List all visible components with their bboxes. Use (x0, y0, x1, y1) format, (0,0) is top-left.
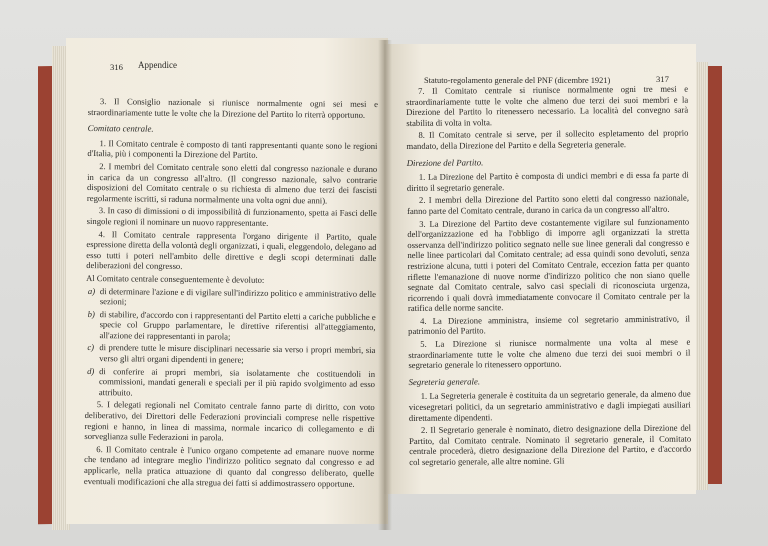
paragraph: 4. Il Comitato centrale rappresenta l'organo dirigente il Partito, quale espressione diretta della volontà degli organizzati, i quali, eleggendolo, delegano ad esso tutti i poteri nell'ambito delle direttive e degli scopi determinati dalle deliberazioni del congresso. (86, 228, 377, 272)
paragraph: 3. La Direzione del Partito deve costantemente vigilare sul funzionamento dell'organizzazione ed ha l'obbligo di imporre agli organizzati la stretta osservanza dell'indirizzo politico segnato nelle sue linee generali dal congresso e nelle linee particolari dal Comitato centrale; ad essa quindi sono devoluti, senza restrizione alcuna, tutti i poteri del Comitato Centrale, eccezion fatta per quanto riflette l'emanazione di nuove norme d'indirizzo politico che non siano quelle segnate dal Comitato centrale, salvo casi speciali di riconosciuta urgenza, ricorrendo i quali dovrà immediatamente convocare il Comitato centrale per la ratifica delle norme sancite. (407, 216, 690, 314)
right-page-number: 317 (656, 74, 669, 84)
item-label: c) (87, 342, 95, 353)
list-item (85, 309, 375, 344)
right-running-head: Statuto-regolamento generale del PNF (dicembre 1921) (424, 76, 611, 85)
section-title: Segreteria generale. (408, 376, 481, 387)
paragraph: 1. La Segreteria generale è costituita da un segretario generale, da almeno due vicesegretari politici, da un segretario amministrativo e dagli impiegati ausiliari direttamente dipendenti. (408, 388, 691, 423)
item-text: di stabilire, d'accordo con i rappresentanti del Partito eletti a cariche pubbliche e specie col Gruppo parlamentare, le direttive riferentisi all'atteggiamento, all'azione dei rappresentanti in parola; (99, 308, 376, 342)
paragraph: 1. Il Comitato centrale è composto di tanti rappresentanti quante sono le regioni d'Italia, più i componenti la Direzione del Partito. (87, 137, 378, 161)
left-running-head: Appendice (138, 60, 177, 70)
right-page (384, 44, 696, 494)
list-item (85, 366, 375, 401)
paragraph: 5. I delegati regionali nel Comitato centrale fanno parte di diritto, con voto deliberativo, dei Direttori delle Federazioni provinciali comprese nelle rispettive regioni e hanno, in linea di massima, normale incarico di collegamento e di sorveglianza sulle Federazioni in parola. (84, 399, 375, 443)
left-page-number: 316 (110, 62, 123, 72)
item-label: d) (87, 365, 95, 376)
paragraph: 4. La Direzione amministra, insieme col segretario amministrativo, il patrimonio del Partito. (408, 313, 691, 337)
paragraph: 5. La Direzione si riunisce normalmente una volta al mese e straordinariamente tutte le volte che almeno due terzi dei suoi membri o il segretario generale lo ritenessero opportuno. (408, 336, 691, 371)
list-item (85, 342, 375, 366)
paragraph: 2. Il Segretario generale è nominato, dietro designazione della Direzione del Partito, dal Comitato centrale. Nominato il segretario generale, il Comitato centrale procederà, dietro designazione della Direzione del Partito, e d'accordo col segretario generale, alle altre nomine. Gli (409, 422, 692, 467)
paragraph: 1. La Direzione del Partito è composta di undici membri e di essa fa parte di diritto il segretario generale. (406, 169, 689, 193)
paragraph: 3. Il Consiglio nazionale si riunisce normalmente ogni sei mesi e straordinariamente tutte le volte che la Direzione del Partito lo riterrà opportuno. (87, 96, 378, 120)
item-text: di prendere tutte le misure disciplinari necessarie sia verso i propri membri, sia verso gli altri organi dipendenti in genere; (99, 342, 376, 365)
list-item (86, 285, 376, 309)
paragraph: Al Comitato centrale conseguentemente è devoluto: (86, 272, 265, 285)
paragraph: 6. Il Comitato centrale è l'unico organo competente ad emanare nuove norme che tendano ad integrare meglio l'indirizzo politico segnato dal congresso e ad applicarle, nella pratica attuazione di quanto dal congresso deliberato, quelle eventuali modificazioni che alla stregua dei fatti si addimostrassero opportune. (83, 443, 375, 489)
paragraph: 3. In caso di dimissioni o di impossibilità di funzionamento, spetta ai Fasci delle singole regioni il nominare un nuovo rappresentante. (86, 205, 377, 228)
right-page-body (406, 84, 691, 470)
item-text: di determinare l'azione e di vigilare sull'indirizzo politico e amministrativo delle sezioni; (99, 285, 376, 307)
item-text: di conferire ai propri membri, sia isolatamente che costituendoli in commissioni, mandati generali e speciali per il più rapido svolgimento ad esso attribuito. (98, 365, 376, 398)
book-gutter (378, 40, 392, 530)
paragraph: 2. I membri del Comitato centrale sono eletti dal congresso nazionale e durano in carica da un congresso all'altro. (Il congresso nazionale, salvo contrarie disposizioni del Comitato centrale o su richiesta di almeno due terzi dei fascisti regolarmente iscritti, si raduna normalmente una volta ogni due anni). (86, 161, 378, 206)
section-title: Direzione del Partito. (406, 156, 484, 168)
paragraph: 8. Il Comitato centrale si serve, per il sollecito espletamento del proprio mandato, della Direzione del Partito e della Segreteria generale. (406, 127, 689, 151)
left-page (66, 38, 388, 524)
item-label: a) (87, 285, 96, 296)
left-page-body (84, 96, 378, 491)
paragraph: 7. Il Comitato centrale si riunisce normalmente ogni tre mesi e straordinariamente tutte le volte che almeno due terzi dei suoi membri e la Direzione del Partito lo ritenessero necessario. La località del convegno sarà stabilita di volta in volta. (406, 83, 689, 128)
item-label: b) (87, 308, 95, 319)
section-title: Comitato centrale. (87, 123, 154, 134)
paragraph: 2. I membri della Direzione del Partito sono eletti dal congresso nazionale, fanno parte del Comitato centrale, durano in carica da un congresso all'altro. (407, 192, 690, 216)
